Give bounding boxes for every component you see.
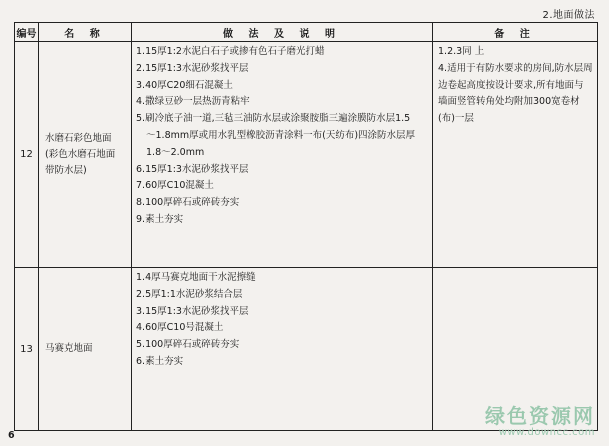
method-line: 1.4厚马赛克地面干水泥擦缝: [136, 272, 256, 283]
row-number: 13: [15, 268, 39, 431]
header-remark: 备 注: [433, 23, 598, 42]
method-line: 5.刷冷底子油一道,三毡三油防水层或涂聚胺脂三遍涂膜防水层1.5: [136, 113, 411, 125]
method-line: 4.60厚C10号混凝土: [136, 322, 224, 334]
row-name: [39, 42, 132, 268]
method-line: 1.8～2.0mm: [146, 146, 205, 158]
construction-method-table: [14, 22, 598, 431]
table-row: [15, 42, 598, 268]
method-line: 6.素土夯实: [136, 355, 184, 367]
method-line: 7.60厚C10混凝土: [136, 180, 214, 192]
table-row: [15, 268, 598, 431]
row-remark: [433, 268, 598, 431]
method-line: 1.15厚1:2水泥白石子或掺有色石子磨光打蜡: [136, 46, 325, 57]
row-method: [132, 42, 433, 268]
page-number: 6: [8, 430, 15, 441]
remark-line: 1.2.3同 上: [438, 46, 485, 57]
row-name: [39, 268, 132, 431]
method-line: 3.40厚C20细石混凝土: [136, 79, 233, 91]
watermark-url: www.downcc.com: [498, 427, 595, 438]
header-name: 名 称: [39, 23, 132, 42]
method-line: 3.15厚1:3水泥砂浆找平层: [136, 305, 249, 317]
name-line: 马赛克地面: [45, 343, 93, 354]
remark-line: 4.适用于有防水要求的房间,防水层周边卷起高度按设计要求,所有地面与墙面竖管转角处均附加300宽卷材(布)一层: [438, 62, 593, 125]
method-line: 6.15厚1:3水泥砂浆找平层: [136, 163, 249, 175]
row-method: [132, 268, 433, 431]
table-header-row: [15, 23, 598, 42]
method-line: 9.素土夯实: [136, 213, 184, 225]
row-number: 12: [15, 42, 39, 268]
watermark-logo: 绿色资源网: [485, 404, 595, 428]
method-line: 4.撒绿豆砂一层热沥青粘牢: [136, 96, 250, 108]
name-line: 带防水层): [45, 164, 87, 176]
row-remark: [433, 42, 598, 268]
section-label: 2.地面做法: [542, 10, 595, 21]
method-line: 5.100厚碎石或碎砖夯实: [136, 339, 240, 351]
method-line: 2.5厚1:1水泥砂浆结合层: [136, 288, 243, 300]
method-line: ～1.8mm厚或用水乳型橡胶沥青涂料一布(天纺布)四涂防水层厚: [146, 129, 416, 141]
method-line: 2.15厚1:3水泥砂浆找平层: [136, 62, 249, 74]
name-line: (彩色水磨石地面: [45, 148, 116, 160]
header-method: 做 法 及 说 明: [132, 23, 433, 42]
method-line: 8.100厚碎石或碎砖夯实: [136, 197, 240, 209]
name-line: 水磨石彩色地面: [45, 132, 112, 144]
header-no: 编号: [15, 23, 39, 42]
